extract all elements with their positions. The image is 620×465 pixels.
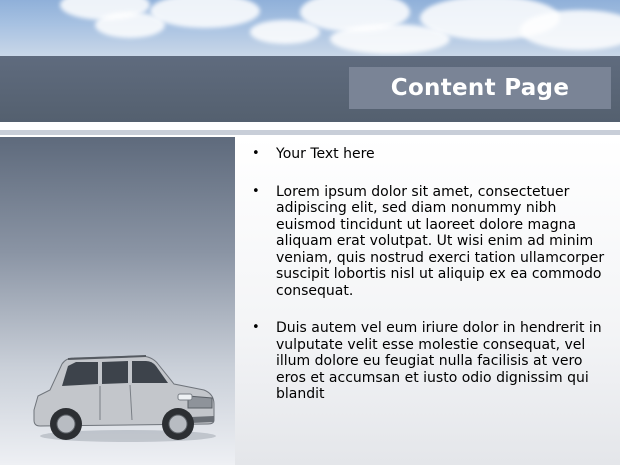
sky-banner xyxy=(0,0,620,56)
cloud xyxy=(520,10,620,50)
bullet-icon: • xyxy=(252,320,260,335)
car-window-mid xyxy=(102,361,128,384)
divider xyxy=(0,122,620,130)
list-item-text: Lorem ipsum dolor sit amet, consectetuer adipiscing elit, sed diam nonummy nibh euismod tincidunt ut laoreet dolore magna aliquam erat volutpat. Ut wisi enim ad minim veniam, quis nostrud exerci tation ullamcorper suscipit lobortis nisl ut aliquip ex ea commodo consequat. xyxy=(276,183,605,299)
car-hub-front xyxy=(169,415,187,433)
bullet-icon: • xyxy=(252,146,260,161)
header-band xyxy=(0,56,620,122)
bullet-list xyxy=(252,146,608,424)
divider xyxy=(0,130,620,135)
list-item xyxy=(252,320,608,403)
list-item xyxy=(252,146,608,163)
suv-car-image xyxy=(28,350,218,445)
bullet-icon: • xyxy=(252,183,260,199)
list-item xyxy=(252,184,608,300)
title-box xyxy=(349,67,611,109)
list-item-text: Your Text here xyxy=(276,146,375,162)
page-title: Content Page xyxy=(390,75,570,101)
cloud xyxy=(150,0,260,28)
car-hub-rear xyxy=(57,415,75,433)
car-headlight xyxy=(178,394,192,400)
list-item-text: Duis autem vel eum iriure dolor in hendrerit in vulputate velit esse molestie consequat, vel illum dolore eu feugiat nulla facilisis at vero eros et accumsan et iusto odio dignissim qui blandit xyxy=(276,320,602,402)
